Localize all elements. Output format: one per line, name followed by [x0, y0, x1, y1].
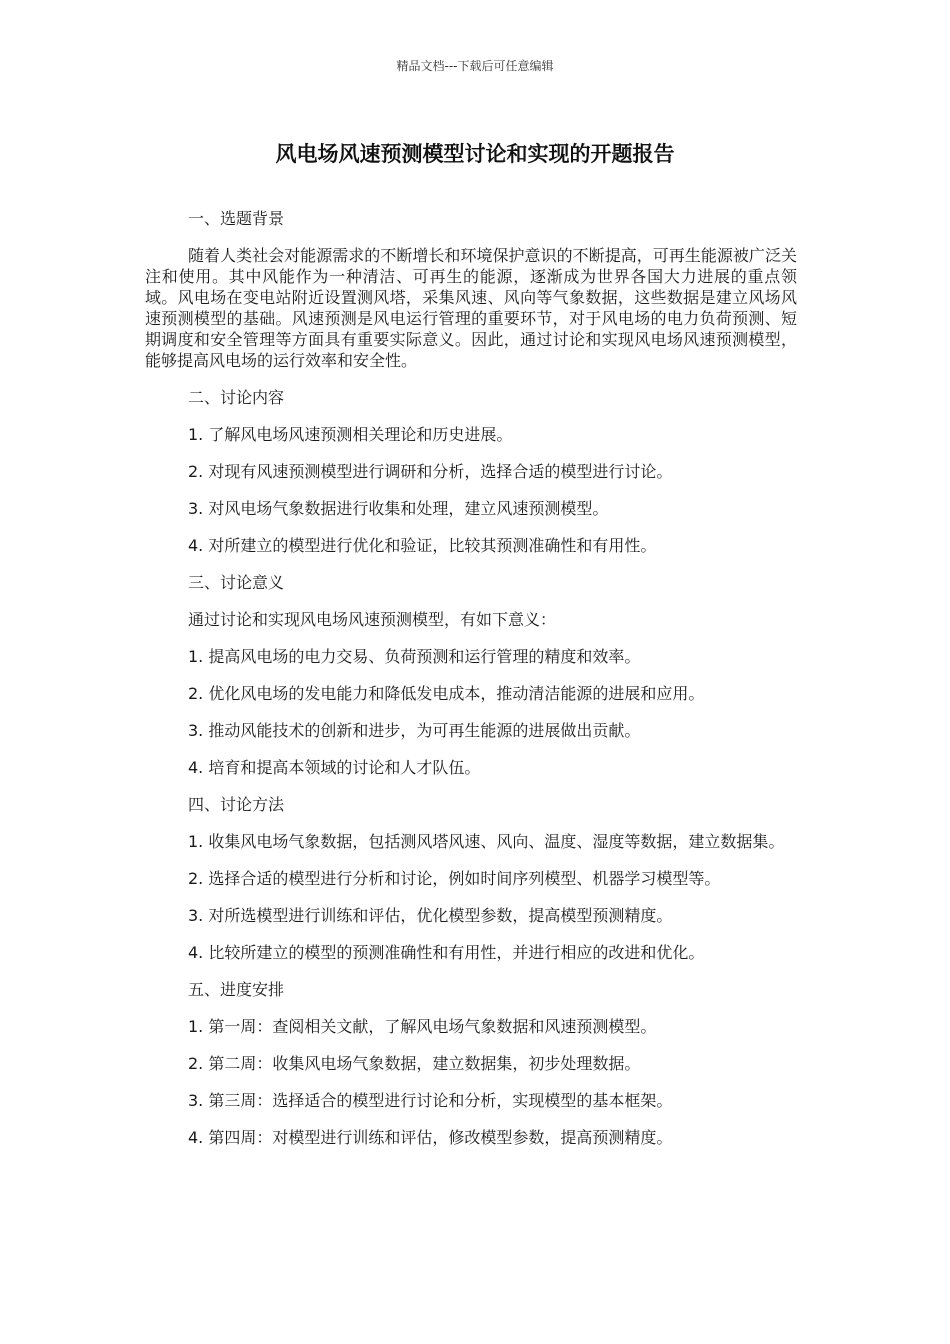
list-item: 3. 第三周：选择适合的模型进行讨论和分析，实现模型的基本框架。	[188, 1091, 673, 1110]
list-item: 4. 比较所建立的模型的预测准确性和有用性，并进行相应的改进和优化。	[188, 943, 705, 962]
list-item: 3. 对所选模型进行训练和评估，优化模型参数，提高模型预测精度。	[188, 906, 673, 925]
list-item: 2. 优化风电场的发电能力和降低发电成本，推动清洁能源的进展和应用。	[188, 684, 705, 703]
list-item: 1. 了解风电场风速预测相关理论和历史进展。	[188, 425, 513, 444]
section-heading-schedule: 五、进度安排	[188, 980, 285, 999]
section-heading-background: 一、选题背景	[188, 209, 285, 228]
list-item: 2. 第二周：收集风电场气象数据，建立数据集，初步处理数据。	[188, 1054, 641, 1073]
paragraph-significance-intro: 通过讨论和实现风电场风速预测模型，有如下意义：	[188, 610, 557, 629]
list-item: 2. 对现有风速预测模型进行调研和分析，选择合适的模型进行讨论。	[188, 462, 673, 481]
list-item: 1. 第一周：查阅相关文献，了解风电场气象数据和风速预测模型。	[188, 1017, 657, 1036]
list-item: 4. 第四周：对模型进行训练和评估，修改模型参数，提高预测精度。	[188, 1128, 673, 1147]
list-item: 2. 选择合适的模型进行分析和讨论，例如时间序列模型、机器学习模型等。	[188, 869, 721, 888]
paragraph-background: 随着人类社会对能源需求的不断增长和环境保护意识的不断提高，可再生能源被广泛关注和使用。其中风能作为一种清洁、可再生的能源，逐渐成为世界各国大力进展的重点领域。风电场在变电站附近设置测风塔，采集风速、风向等气象数据，这些数据是建立风场风速预测模型的基础。风速预测是风电运行管理的重要环节，对于风电场的电力负荷预测、短期调度和安全管理等方面具有重要实际意义。因此，通过讨论和实现风电场风速预测模型，能够提高风电场的运行效率和安全性。	[145, 246, 797, 370]
section-heading-methods: 四、讨论方法	[188, 795, 285, 814]
list-item: 1. 提高风电场的电力交易、负荷预测和运行管理的精度和效率。	[188, 647, 641, 666]
document-title: 风电场风速预测模型讨论和实现的开题报告	[275, 142, 675, 166]
list-item: 3. 推动风能技术的创新和进步，为可再生能源的进展做出贡献。	[188, 721, 641, 740]
page-header-note: 精品文档---下载后可任意编辑	[396, 59, 554, 73]
section-heading-content: 二、讨论内容	[188, 388, 285, 407]
section-heading-significance: 三、讨论意义	[188, 573, 285, 592]
list-item: 1. 收集风电场气象数据，包括测风塔风速、风向、温度、湿度等数据，建立数据集。	[188, 832, 785, 851]
list-item: 4. 对所建立的模型进行优化和验证，比较其预测准确性和有用性。	[188, 536, 657, 555]
document-body	[145, 208, 797, 1164]
list-item: 4. 培育和提高本领域的讨论和人才队伍。	[188, 758, 481, 777]
list-item: 3. 对风电场气象数据进行收集和处理，建立风速预测模型。	[188, 499, 609, 518]
